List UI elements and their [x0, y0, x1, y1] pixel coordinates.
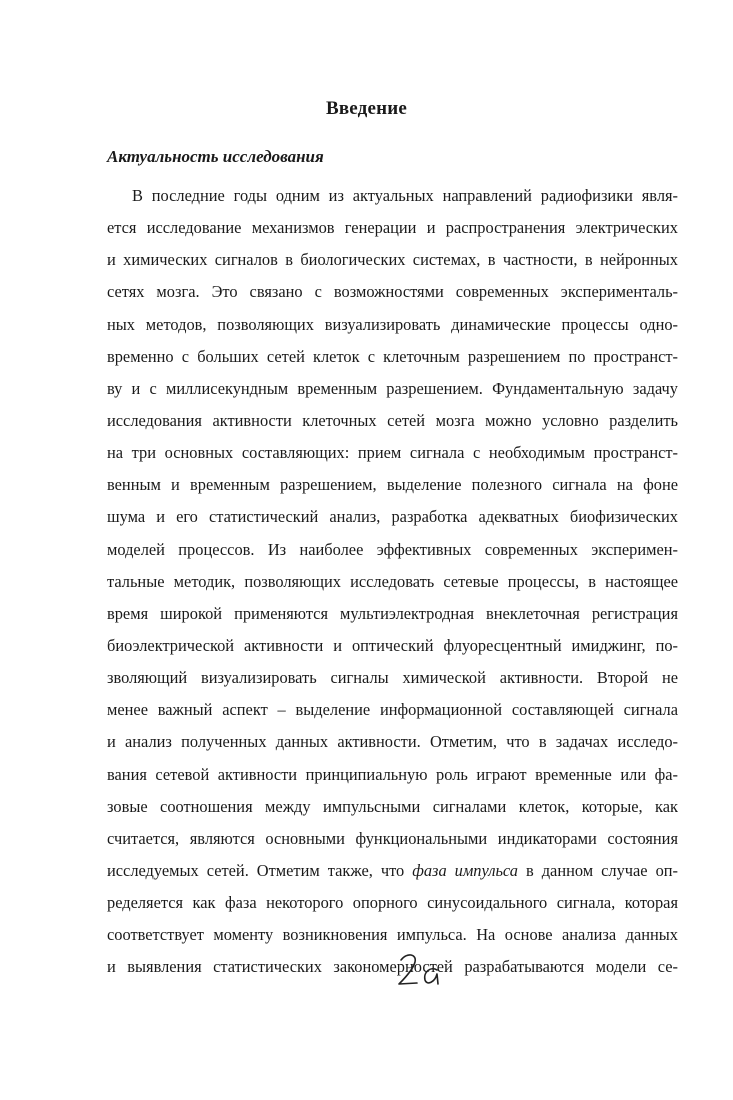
text-line: шума и его статистический анализ, разработка адекватных биофизических	[107, 507, 678, 527]
text-line-start: исследуемых сетей. Отметим также, что	[107, 860, 413, 880]
text-line: ется исследование механизмов генерации и распространения электрических	[107, 218, 678, 238]
text-line: исследования активности клеточных сетей мозга можно условно разделить	[107, 410, 678, 430]
text-line: временно с больших сетей клеток с клеточным разрешением по пространст-	[107, 346, 678, 366]
text-line: соответствует моменту возникновения импульса. На основе анализа данных	[107, 925, 678, 945]
text-line: зволяющий визуализировать сигналы химической активности. Второй не	[107, 668, 678, 688]
body-paragraph	[107, 180, 678, 984]
text-line: ределяется как фаза некоторого опорного синусоидального сигнала, которая	[107, 893, 678, 913]
handwritten-page-number	[395, 950, 455, 990]
text-line: и анализ полученных данных активности. Отметим, что в задачах исследо-	[107, 732, 678, 752]
text-line-with-italic	[107, 855, 678, 887]
text-line: венным и временным разрешением, выделение полезного сигнала на фоне	[107, 475, 678, 495]
text-line: и выявления статистических закономерностей разрабатываются модели се-	[107, 957, 678, 977]
section-heading: Актуальность исследования	[107, 147, 324, 166]
text-line: биоэлектрической активности и оптический флуоресцентный имиджинг, по-	[107, 635, 678, 655]
page-title: Введение	[325, 98, 408, 119]
text-line: вания сетевой активности принципиальную роль играют временные или фа-	[107, 764, 678, 784]
text-line: В последние годы одним из актуальных направлений радиофизики явля-	[132, 186, 678, 205]
text-line: считается, являются основными функциональными индикаторами состояния	[107, 828, 678, 848]
text-line: менее важный аспект – выделение информационной составляющей сигнала	[107, 700, 678, 720]
text-line: время широкой применяются мультиэлектродная внеклеточная регистрация	[107, 603, 678, 623]
text-line: моделей процессов. Из наиболее эффективных современных эксперимен-	[107, 539, 678, 559]
text-line: ву и с миллисекундным временным разрешением. Фундаментальную задачу	[107, 378, 678, 398]
text-line: сетях мозга. Это связано с возможностями современных эксперименталь-	[107, 282, 678, 302]
text-line: зовые соотношения между импульсными сигналами клеток, которые, как	[107, 796, 678, 816]
text-line: на три основных составляющих: прием сигнала с необходимым пространст-	[107, 443, 678, 463]
text-line-end: в данном случае оп-	[517, 860, 679, 880]
text-line: тальные методик, позволяющих исследовать сетевые процессы, в настоящее	[107, 571, 678, 591]
text-line: и химических сигналов в биологических системах, в частности, в нейронных	[107, 250, 678, 270]
text-line: ных методов, позволяющих визуализировать динамические процессы одно-	[107, 314, 678, 334]
italic-term: фаза импульса	[412, 860, 518, 880]
